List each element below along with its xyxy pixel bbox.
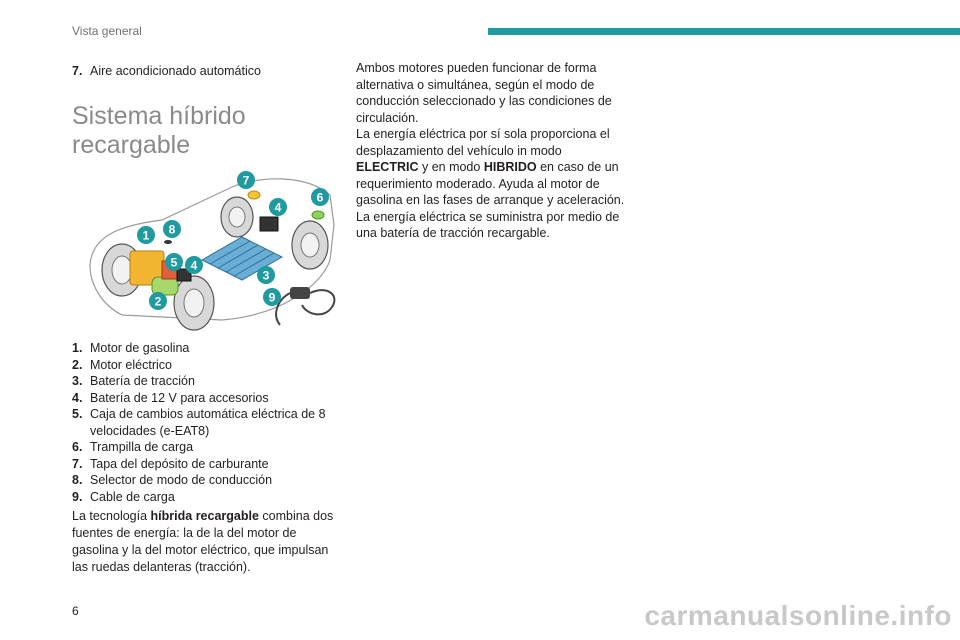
top-list-item (72, 64, 261, 78)
list-item (72, 373, 342, 390)
callout-6 (311, 188, 329, 206)
body-column-right (356, 60, 626, 242)
callout-4a (269, 198, 287, 216)
callout-8-label: 8 (168, 222, 176, 237)
wheel-front-right (174, 276, 214, 330)
callout-4b-label: 4 (190, 258, 198, 273)
callout-1 (137, 226, 155, 244)
item-number: 8. (72, 473, 83, 487)
item-text: Motor de gasolina (90, 341, 190, 355)
callout-2-label: 2 (154, 294, 162, 309)
callout-1-label: 1 (142, 228, 150, 243)
text-bold: ELECTRIC (356, 160, 419, 174)
callout-8 (163, 220, 181, 238)
body-paragraph-left (72, 508, 334, 576)
item-number: 3. (72, 374, 83, 388)
body-paragraph (356, 126, 626, 209)
item-text: Caja de cambios automática eléctrica de 8 velocidades (e-EAT8) (90, 407, 326, 438)
item-number: 4. (72, 390, 83, 405)
section-title: Sistema híbrido recargable (72, 102, 246, 159)
list-item (72, 390, 342, 407)
list-item (72, 340, 342, 357)
callout-3 (257, 266, 275, 284)
callout-9-label: 9 (268, 290, 276, 305)
wheel-rear-right (292, 221, 328, 269)
callout-4b (185, 256, 203, 274)
list-item (72, 357, 342, 374)
wheel-rear-left (221, 197, 253, 237)
list-item (72, 472, 342, 489)
item-text: Batería de 12 V para accesorios (90, 390, 269, 405)
item-number: 7. (72, 456, 83, 471)
item-text: Tapa del depósito de carburante (90, 456, 269, 471)
item-number: 5. (72, 407, 83, 421)
text-run: La tecnología (72, 509, 151, 523)
list-item (72, 439, 342, 456)
accessory-battery-rear (260, 217, 278, 231)
text-bold: HIBRIDO (483, 160, 537, 174)
item-text: Motor eléctrico (90, 357, 172, 372)
charge-flap (312, 211, 324, 219)
callout-5 (165, 253, 183, 271)
list-item (72, 489, 342, 506)
callout-2 (149, 292, 167, 310)
item-number: 6. (72, 440, 83, 454)
text-run: en caso de un requerimiento moderado. Ayuda al motor de gasolina en las fases de arranque y aceleración. (356, 160, 625, 207)
item-text: Cable de carga (90, 489, 175, 504)
item-number: 2. (72, 357, 83, 372)
body-paragraph: Ambos motores pueden funcionar de forma alternativa o simultánea, según el modo de conducción seleccionado y las condiciones de circulación. (356, 61, 612, 125)
callout-7 (237, 171, 255, 189)
list-item (72, 456, 342, 473)
callout-9 (263, 288, 281, 306)
hybrid-system-illustration (82, 165, 342, 335)
item-number: 9. (72, 489, 83, 504)
callout-4a-label: 4 (274, 200, 282, 215)
text-bold: híbrida recargable (150, 509, 259, 523)
header-accent-bar (488, 28, 960, 35)
item-text: Batería de tracción (90, 374, 195, 388)
car-diagram (82, 165, 342, 335)
watermark: carmanualsonline.info (644, 600, 952, 631)
item-text: Selector de modo de conducción (90, 473, 273, 487)
item-number: 7. (72, 64, 83, 78)
callout-3-label: 3 (262, 268, 270, 283)
text-run: La energía eléctrica por sí sola proporciona el desplazamiento del vehículo in modo (356, 127, 610, 158)
page-number: 6 (72, 604, 79, 618)
item-text: Trampilla de carga (90, 440, 194, 454)
body-paragraph: La energía eléctrica se suministra por medio de una batería de tracción recargable. (356, 209, 620, 240)
component-legend (72, 340, 342, 505)
callout-6-label: 6 (316, 190, 324, 205)
charging-cable (276, 287, 334, 325)
list-item (72, 406, 342, 439)
callout-5-label: 5 (170, 255, 178, 270)
text-run: y en modo (418, 160, 484, 174)
text-run: combina dos fuentes de energía: la de la del motor de gasolina y la del motor eléctrico, que impulsan las ruedas delanteras (tracción). (72, 509, 334, 574)
fuel-cap (248, 191, 260, 199)
item-text: Aire acondicionado automático (90, 64, 261, 78)
item-number: 1. (72, 341, 83, 355)
drive-mode-selector (164, 240, 172, 244)
callout-7-label: 7 (242, 173, 250, 188)
header-section-label: Vista general (72, 24, 142, 38)
